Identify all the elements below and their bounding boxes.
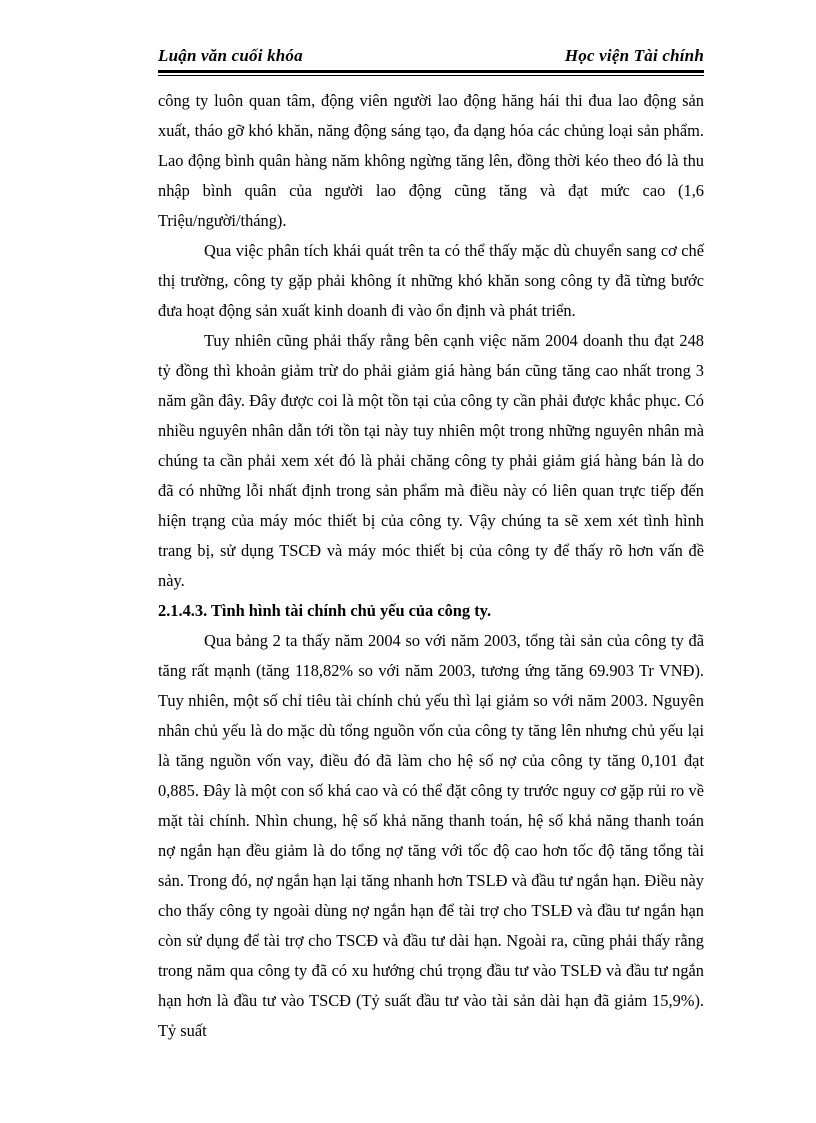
header-left-title: Luận văn cuối khóa — [158, 46, 303, 65]
section-paragraph: Qua bảng 2 ta thấy năm 2004 so với năm 2003, tổng tài sản của công ty đã tăng rất mạnh (tăng 118,82% so với năm 2003, tương ứng tăng 69.903 Tr VNĐ). Tuy nhiên, một số chỉ tiêu tài chính chủ yếu thì lại giảm so với năm 2003. Nguyên nhân chủ yếu là do mặc dù tổng nguồn vốn của công ty tăng lên nhưng chủ yếu lại là tăng nguồn vốn vay, điều đó đã làm cho hệ số nợ của công ty tăng 0,101 đạt 0,885. Đây là một con số khá cao và có thể đặt công ty trước nguy cơ gặp rủi ro về mặt tài chính. Nhìn chung, hệ số khả năng thanh toán, hệ số khả năng thanh toán nợ ngắn hạn đều giảm là do tổng nợ tăng với tốc độ cao hơn tốc độ tăng tổng tài sản. Trong đó, nợ ngắn hạn lại tăng nhanh hơn TSLĐ và đầu tư ngắn hạn. Điều này cho thấy công ty ngoài dùng nợ ngắn hạn để tài trợ cho TSLĐ và đầu tư ngắn hạn còn sử dụng để tài trợ cho TSCĐ và đầu tư dài hạn. Ngoài ra, cũng phải thấy rằng trong năm qua công ty đã có xu hướng chú trọng đầu tư vào TSLĐ và đầu tư ngắn hạn hơn là đầu tư vào TSCĐ (Tỷ suất đầu tư vào tài sản dài hạn đã giảm 15,9%). Tỷ suất — [158, 631, 704, 1040]
paragraph: Qua việc phân tích khái quát trên ta có thể thấy mặc dù chuyển sang cơ chế thị trường, công ty gặp phải không ít những khó khăn song công ty đã từng bước đưa hoạt động sản xuất kinh doanh đi vào ổn định và phát triển. — [158, 241, 704, 320]
paragraph-continuation: công ty luôn quan tâm, động viên người lao động hăng hái thi đua lao động sản xuất, tháo gỡ khó khăn, năng động sáng tạo, đa dạng hóa các chủng loại sản phẩm. Lao động bình quân hàng năm không ngừng tăng lên, đồng thời kéo theo đó là thu nhập bình quân của người lao động cũng tăng và đạt mức cao (1,6 Triệu/người/tháng). — [158, 91, 704, 230]
header-right-title: Học viện Tài chính — [564, 46, 704, 65]
section-heading: 2.1.4.3. Tình hình tài chính chủ yếu của công ty. — [158, 601, 492, 620]
header-rule-thin — [158, 75, 704, 76]
header-rule-thick — [158, 70, 704, 73]
page-header — [158, 44, 704, 72]
body-text — [158, 86, 704, 1046]
paragraph: Tuy nhiên cũng phải thấy rằng bên cạnh việc năm 2004 doanh thu đạt 248 tỷ đồng thì khoản giảm trừ do phải giảm giá hàng bán cũng tăng cao nhất trong 3 năm gần đây. Đây được coi là một tồn tại của công ty cần phải được khắc phục. Có nhiều nguyên nhân dẫn tới tồn tại này tuy nhiên một trong những nguyên nhân mà chúng ta cần phải xem xét đó là phải chăng công ty phải giảm giá hàng bán là do đã có những lỗi nhất định trong sản phẩm mà điều này có liên quan trực tiếp đến hiện trạng của máy móc thiết bị của công ty. Vậy chúng ta sẽ xem xét tình hình trang bị, sử dụng TSCĐ và máy móc thiết bị của công ty để thấy rõ hơn vấn đề này. — [158, 331, 704, 590]
